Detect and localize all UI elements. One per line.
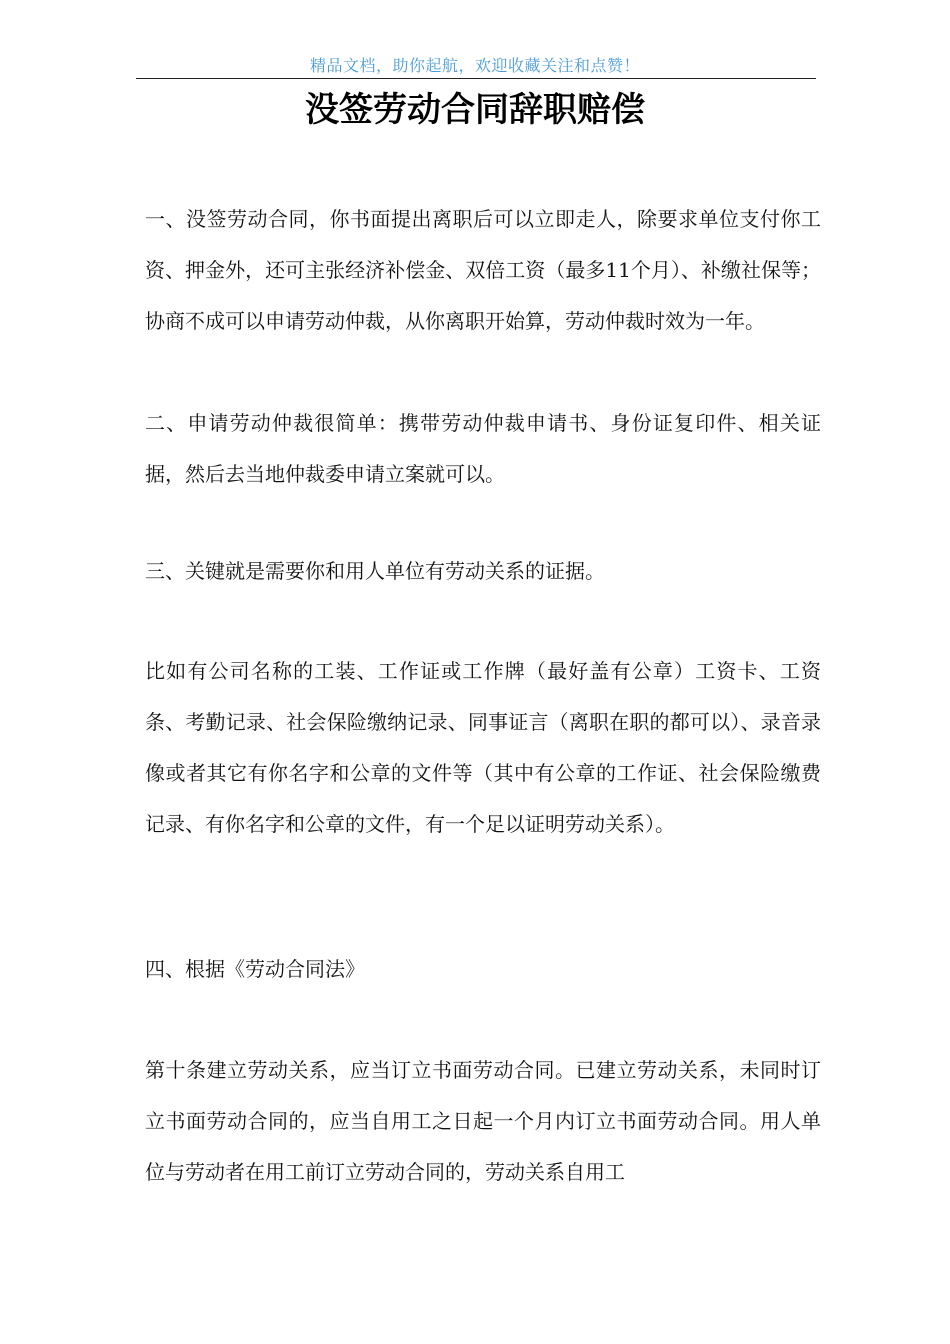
page-header-text: 精品文档，助你起航，欢迎收藏关注和点赞！ [309, 56, 640, 75]
header-divider [136, 78, 816, 79]
paragraph-1: 一、没签劳动合同，你书面提出离职后可以立即走人，除要求单位支付你工资、押金外，还可主张经济补偿金、双倍工资（最多11个月）、补缴社保等；协商不成可以申请劳动仲裁，从你离职开始算，劳动仲裁时效为一年。 [145, 207, 821, 333]
document-title: 没签劳动合同辞职赔偿 [305, 90, 645, 130]
paragraph-5: 四、根据《劳动合同法》 [145, 957, 365, 981]
paragraph-6: 第十条建立劳动关系，应当订立书面劳动合同。已建立劳动关系，未同时订立书面劳动合同的，应当自用工之日起一个月内订立书面劳动合同。用人单位与劳动者在用工前订立劳动合同的，劳动关系自用工 [145, 1058, 821, 1184]
paragraph-3: 三、关键就是需要你和用人单位有劳动关系的证据。 [145, 559, 605, 583]
paragraph-2: 二、申请劳动仲裁很简单：携带劳动仲裁申请书、身份证复印件、相关证据，然后去当地仲裁委申请立案就可以。 [145, 411, 821, 486]
paragraph-4: 比如有公司名称的工装、工作证或工作牌（最好盖有公章）工资卡、工资条、考勤记录、社会保险缴纳记录、同事证言（离职在职的都可以）、录音录像或者其它有你名字和公章的文件等（其中有公章的工作证、社会保险缴费记录、有你名字和公章的文件，有一个足以证明劳动关系）。 [145, 659, 821, 836]
